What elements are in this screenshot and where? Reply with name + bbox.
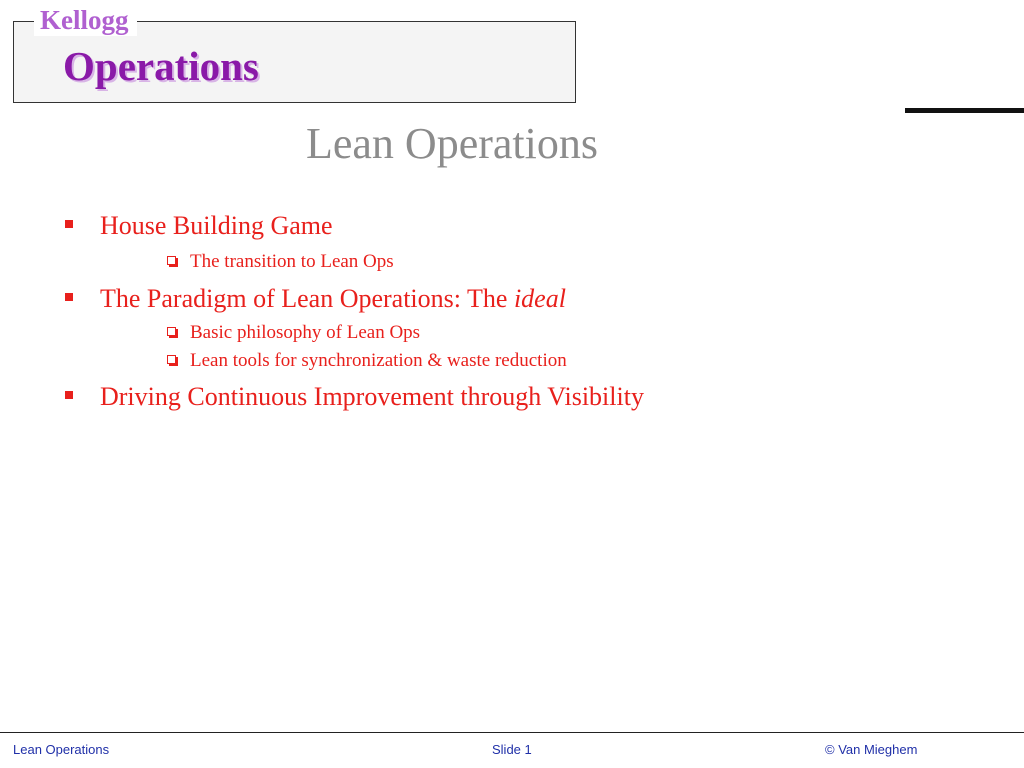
header-rule — [905, 108, 1024, 113]
sub-bullet-1-1 — [190, 251, 394, 273]
hollow-square-bullet-icon — [167, 256, 176, 265]
logo-kellogg-text: Kellogg — [34, 4, 137, 36]
square-bullet-icon — [65, 220, 73, 228]
hollow-square-bullet-icon — [167, 327, 176, 336]
footer-author: © Van Mieghem — [825, 742, 918, 757]
square-bullet-icon — [65, 391, 73, 399]
sub-bullet-1-1-text: The transition to Lean Ops — [190, 251, 394, 272]
footer-slide-number: Slide 1 — [492, 742, 532, 757]
bullet-1 — [100, 211, 333, 241]
bullet-1-text: House Building Game — [100, 211, 333, 240]
square-bullet-icon — [65, 293, 73, 301]
slide-title: Lean Operations — [306, 119, 598, 168]
bullet-3 — [100, 382, 644, 412]
footer-rule — [0, 732, 1024, 733]
bullet-2-emphasis: ideal — [513, 284, 566, 313]
bullet-2-text: The Paradigm of Lean Operations: The — [100, 284, 514, 313]
sub-bullet-2-1-text: Basic philosophy of Lean Ops — [190, 322, 421, 343]
sub-bullet-2-2-text: Lean tools for synchronization & waste reduction — [190, 350, 567, 371]
bullet-3-text: Driving Continuous Improvement through Visibility — [100, 382, 644, 411]
sub-bullet-2-1 — [190, 322, 420, 344]
bullet-2 — [100, 284, 566, 314]
sub-bullet-2-2 — [190, 350, 567, 372]
footer-left: Lean Operations — [13, 742, 110, 757]
logo-operations-text: Operations — [63, 43, 259, 89]
hollow-square-bullet-icon — [167, 355, 176, 364]
